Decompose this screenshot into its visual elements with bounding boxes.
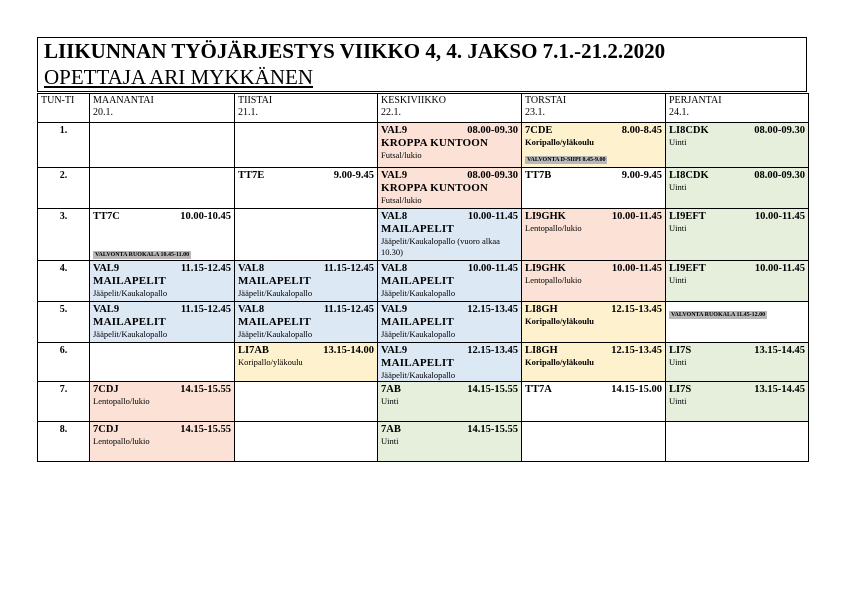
lesson-detail: Jääpelit/Kaukalopallo — [381, 288, 456, 298]
lesson-detail: Jääpelit/Kaukalopallo — [93, 329, 168, 339]
table-row — [38, 422, 809, 462]
lesson-time: 14.15-15.55 — [467, 424, 518, 435]
lesson-detail: Uinti — [669, 223, 687, 233]
group-code: LI7S — [669, 384, 692, 395]
supervision-note: VALVONTA D-SIIPI 8.45-9.00 — [527, 157, 606, 163]
table-row — [38, 168, 809, 209]
group-code: LI9EFT — [669, 211, 706, 222]
lesson-entry — [666, 343, 808, 381]
lesson-time: 14.15-15.55 — [180, 424, 231, 435]
group-code: VAL9 — [381, 170, 408, 181]
lesson-time: 14.15-15.00 — [611, 384, 662, 395]
teacher-name: OPETTAJA ARI MYKKÄNEN — [44, 65, 313, 89]
lesson-detail: Jääpelit/Kaukalopallo — [238, 288, 313, 298]
cell-wednesday — [378, 261, 522, 302]
cell-tuesday — [235, 422, 378, 462]
lesson-detail: Jääpelit/Kaukalopallo (vuoro alkaa 10.30) — [381, 236, 500, 257]
supervision-note: VALVONTA RUOKALA 11.45-12.00 — [671, 312, 766, 318]
lesson-detail: Lentopallo/lukio — [525, 223, 582, 233]
lesson-header — [669, 383, 805, 396]
group-code: VAL9 — [93, 304, 120, 315]
hour-number: 1. — [38, 123, 90, 168]
lesson-detail: Lentopallo/lukio — [525, 275, 582, 285]
cell-thursday — [522, 343, 666, 382]
lesson-time: 10.00-11.45 — [467, 263, 518, 274]
lesson-detail: Uinti — [381, 396, 399, 406]
cell-monday — [90, 261, 235, 302]
lesson-header — [238, 262, 374, 275]
lesson-time: 11.15-12.45 — [180, 263, 231, 274]
course-title: MAILAPELIT — [381, 357, 454, 369]
lesson-detail: Uinti — [669, 182, 687, 192]
lesson-header — [381, 303, 518, 316]
hour-number: 3. — [38, 209, 90, 261]
course-title: MAILAPELIT — [381, 223, 454, 235]
cell-thursday — [522, 123, 666, 168]
lesson-header — [525, 344, 662, 357]
lesson-header — [381, 262, 518, 275]
cell-monday — [90, 123, 235, 168]
lesson-time: 08.00-09.30 — [467, 125, 518, 136]
lesson-entry — [666, 123, 808, 167]
group-code: VAL8 — [381, 211, 408, 222]
col-header-friday: PERJANTAI 24.1. — [666, 94, 809, 123]
lesson-time: 08.00-09.30 — [754, 170, 805, 181]
lesson-time: 10.00-11.45 — [754, 263, 805, 274]
lesson-entry — [235, 343, 377, 381]
cell-wednesday — [378, 209, 522, 261]
lesson-entry — [235, 261, 377, 301]
hour-number: 8. — [38, 422, 90, 462]
cell-thursday — [522, 382, 666, 422]
lesson-header — [93, 262, 231, 275]
cell-tuesday — [235, 343, 378, 382]
lesson-time: 12.15-13.45 — [611, 345, 662, 356]
lesson-header — [381, 210, 518, 223]
cell-friday — [666, 168, 809, 209]
lesson-time: 11.15-12.45 — [180, 304, 231, 315]
group-code: VAL8 — [381, 263, 408, 274]
lesson-detail: Jääpelit/Kaukalopallo — [381, 329, 456, 339]
group-code: 7CDJ — [93, 424, 119, 435]
lesson-time: 10.00-11.45 — [754, 211, 805, 222]
lesson-header — [669, 344, 805, 357]
cell-friday — [666, 261, 809, 302]
col-header-hour: TUN-TI — [38, 94, 90, 123]
lesson-entry — [522, 168, 665, 208]
group-code: VAL8 — [238, 263, 265, 274]
lesson-time: 12.15-13.45 — [467, 304, 518, 315]
cell-tuesday — [235, 209, 378, 261]
cell-tuesday — [235, 168, 378, 209]
cell-thursday — [522, 209, 666, 261]
lesson-time: 8.00-8.45 — [621, 125, 662, 136]
cell-wednesday — [378, 343, 522, 382]
group-code: VAL9 — [381, 345, 408, 356]
group-code: TT7A — [525, 384, 552, 395]
group-code: VAL9 — [381, 304, 408, 315]
group-code: LI8GH — [525, 304, 558, 315]
group-code: 7CDE — [525, 125, 553, 136]
lesson-header — [93, 303, 231, 316]
lesson-entry — [522, 302, 665, 342]
lesson-entry — [378, 382, 521, 421]
lesson-detail: Lentopallo/lukio — [93, 436, 150, 446]
cell-monday — [90, 168, 235, 209]
lesson-entry — [378, 302, 521, 342]
cell-friday — [666, 343, 809, 382]
group-code: 7AB — [381, 384, 401, 395]
col-header-monday: MAANANTAI 20.1. — [90, 94, 235, 123]
course-title: MAILAPELIT — [381, 316, 454, 328]
lesson-detail: Jääpelit/Kaukalopallo — [381, 370, 456, 380]
lesson-entry — [666, 209, 808, 260]
lesson-header — [525, 303, 662, 316]
group-code: TT7B — [525, 170, 552, 181]
lesson-entry — [90, 302, 234, 342]
lesson-time: 08.00-09.30 — [467, 170, 518, 181]
lesson-detail: Jääpelit/Kaukalopallo — [93, 288, 168, 298]
group-code: 7CDJ — [93, 384, 119, 395]
lesson-time: 10.00-11.45 — [611, 263, 662, 274]
lesson-time: 08.00-09.30 — [754, 125, 805, 136]
lesson-time: 14.15-15.55 — [467, 384, 518, 395]
lesson-time: 10.00-11.45 — [611, 211, 662, 222]
lesson-header — [669, 124, 805, 137]
lesson-header — [381, 124, 518, 137]
lesson-time: 10.00-11.45 — [467, 211, 518, 222]
group-code: 7AB — [381, 424, 401, 435]
title-box — [37, 37, 807, 92]
lesson-header — [525, 210, 662, 223]
lesson-entry — [666, 382, 808, 421]
cell-friday — [666, 382, 809, 422]
lesson-header — [381, 344, 518, 357]
cell-tuesday — [235, 382, 378, 422]
group-code: LI8CDK — [669, 170, 709, 181]
group-code: VAL9 — [381, 125, 408, 136]
cell-tuesday — [235, 261, 378, 302]
cell-thursday — [522, 168, 666, 209]
lesson-time: 10.00-10.45 — [180, 211, 231, 222]
lesson-header — [525, 124, 662, 137]
lesson-header — [669, 262, 805, 275]
group-code: TT7E — [238, 170, 265, 181]
lesson-header — [93, 210, 231, 223]
lesson-entry — [235, 302, 377, 342]
lesson-entry — [522, 343, 665, 381]
header-row — [38, 94, 809, 123]
lesson-header — [93, 423, 231, 436]
course-title: MAILAPELIT — [238, 316, 311, 328]
group-code: VAL9 — [93, 263, 120, 274]
lesson-header — [238, 169, 374, 182]
lesson-entry — [90, 422, 234, 461]
cell-friday — [666, 209, 809, 261]
lesson-header — [93, 383, 231, 396]
course-title: MAILAPELIT — [238, 275, 311, 287]
lesson-entry — [90, 209, 234, 260]
schedule-table — [37, 93, 809, 462]
cell-wednesday — [378, 422, 522, 462]
lesson-time: 12.15-13.45 — [467, 345, 518, 356]
col-header-wednesday: KESKIVIIKKO 22.1. — [378, 94, 522, 123]
lesson-detail: Koripallo/yläkoulu — [525, 357, 594, 367]
table-row — [38, 261, 809, 302]
lesson-entry — [522, 123, 665, 167]
lesson-header — [525, 169, 662, 182]
cell-thursday — [522, 302, 666, 343]
lesson-detail: Uinti — [669, 137, 687, 147]
lesson-detail: Koripallo/yläkoulu — [525, 316, 594, 326]
lesson-entry — [378, 168, 521, 208]
lesson-entry — [378, 209, 521, 260]
course-title: MAILAPELIT — [93, 275, 166, 287]
lesson-entry — [522, 209, 665, 260]
lesson-entry — [378, 261, 521, 301]
lesson-header — [238, 303, 374, 316]
cell-wednesday — [378, 168, 522, 209]
page-title: LIIKUNNAN TYÖJÄRJESTYS VIIKKO 4, 4. JAKSO 7.1.-21.2.2020 — [44, 39, 666, 63]
lesson-time: 13.15-14.00 — [323, 345, 374, 356]
group-code: LI8GH — [525, 345, 558, 356]
cell-thursday — [522, 261, 666, 302]
lesson-header — [525, 262, 662, 275]
lesson-time: 12.15-13.45 — [611, 304, 662, 315]
lesson-time: 9.00-9.45 — [333, 170, 374, 181]
group-code: VAL8 — [238, 304, 265, 315]
lesson-time: 11.15-12.45 — [323, 263, 374, 274]
cell-monday — [90, 422, 235, 462]
cell-tuesday — [235, 123, 378, 168]
lesson-detail: Jääpelit/Kaukalopallo — [238, 329, 313, 339]
cell-wednesday — [378, 302, 522, 343]
group-code: TT7C — [93, 211, 120, 222]
hour-number: 6. — [38, 343, 90, 382]
lesson-header — [238, 344, 374, 357]
course-title: MAILAPELIT — [381, 275, 454, 287]
cell-monday — [90, 343, 235, 382]
lesson-time: 14.15-15.55 — [180, 384, 231, 395]
group-code: LI7S — [669, 345, 692, 356]
lesson-detail: Uinti — [669, 357, 687, 367]
lesson-detail: Uinti — [669, 396, 687, 406]
group-code: LI9GHK — [525, 211, 566, 222]
cell-friday — [666, 302, 809, 343]
lesson-detail: Lentopallo/lukio — [93, 396, 150, 406]
course-title: MAILAPELIT — [93, 316, 166, 328]
hour-number: 5. — [38, 302, 90, 343]
group-code: LI9GHK — [525, 263, 566, 274]
lesson-detail: Koripallo/yläkoulu — [525, 137, 594, 147]
lesson-entry — [235, 168, 377, 208]
lesson-entry — [666, 168, 808, 208]
lesson-header — [381, 423, 518, 436]
table-row — [38, 302, 809, 343]
cell-thursday — [522, 422, 666, 462]
lesson-entry — [90, 261, 234, 301]
lesson-time: 13.15-14.45 — [754, 345, 805, 356]
course-title: KROPPA KUNTOON — [381, 182, 489, 194]
course-title: KROPPA KUNTOON — [381, 137, 489, 149]
lesson-entry — [378, 123, 521, 167]
table-row — [38, 343, 809, 382]
lesson-entry — [378, 422, 521, 461]
lesson-entry — [522, 261, 665, 301]
lesson-detail: Uinti — [669, 275, 687, 285]
lesson-header — [525, 383, 662, 396]
lesson-header — [381, 169, 518, 182]
table-row — [38, 209, 809, 261]
lesson-time: 11.15-12.45 — [323, 304, 374, 315]
lesson-entry — [522, 382, 665, 421]
group-code: LI9EFT — [669, 263, 706, 274]
cell-friday — [666, 123, 809, 168]
lesson-header — [669, 210, 805, 223]
cell-wednesday — [378, 123, 522, 168]
lesson-detail: Futsal/lukio — [381, 150, 422, 160]
lesson-entry — [378, 343, 521, 381]
cell-monday — [90, 382, 235, 422]
lesson-detail: Koripallo/yläkoulu — [238, 357, 303, 367]
table-row — [38, 382, 809, 422]
col-header-tuesday: TIISTAI 21.1. — [235, 94, 378, 123]
lesson-entry — [666, 261, 808, 301]
lesson-time: 13.15-14.45 — [754, 384, 805, 395]
hour-number: 2. — [38, 168, 90, 209]
cell-wednesday — [378, 382, 522, 422]
lesson-header — [381, 383, 518, 396]
supervision-note: VALVONTA RUOKALA 10.45-11.00 — [95, 252, 190, 258]
lesson-entry — [666, 302, 808, 342]
group-code: LI7AB — [238, 345, 269, 356]
cell-friday — [666, 422, 809, 462]
cell-monday — [90, 302, 235, 343]
lesson-header — [669, 169, 805, 182]
hour-number: 4. — [38, 261, 90, 302]
table-row — [38, 123, 809, 168]
col-header-thursday: TORSTAI 23.1. — [522, 94, 666, 123]
lesson-entry — [90, 382, 234, 421]
lesson-detail: Futsal/lukio — [381, 195, 422, 205]
cell-monday — [90, 209, 235, 261]
cell-tuesday — [235, 302, 378, 343]
hour-number: 7. — [38, 382, 90, 422]
lesson-detail: Uinti — [381, 436, 399, 446]
lesson-time: 9.00-9.45 — [621, 170, 662, 181]
group-code: LI8CDK — [669, 125, 709, 136]
